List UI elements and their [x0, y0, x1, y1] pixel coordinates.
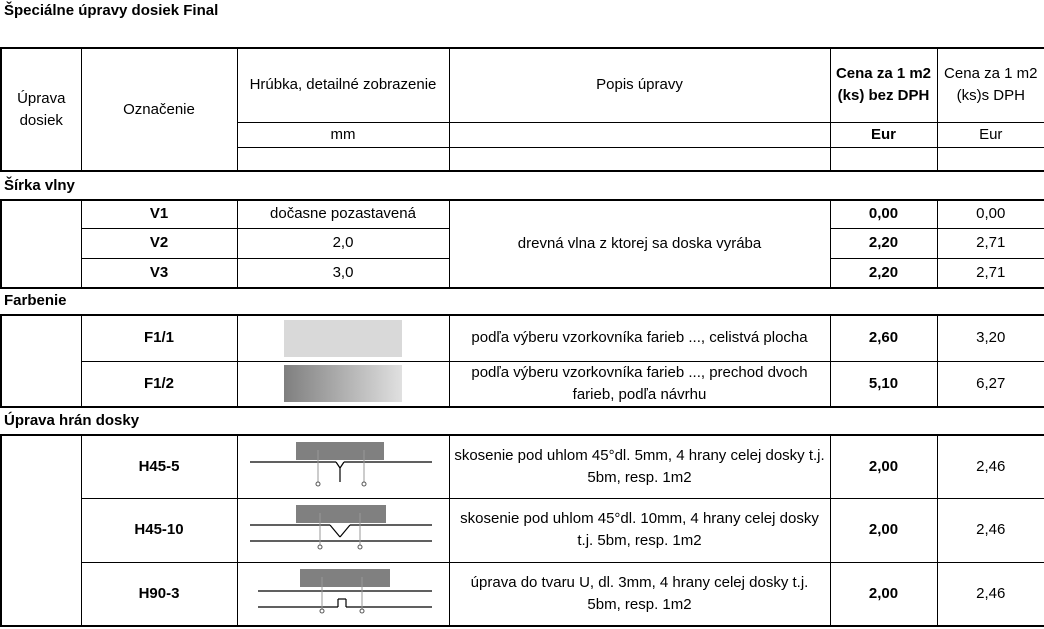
row-description: podľa výberu vzorkovníka farieb ..., celistvá plocha — [449, 315, 830, 361]
row-price: 0,00 — [830, 200, 937, 228]
header-unit-empty — [449, 122, 830, 147]
header-popis: Popis úpravy — [449, 48, 830, 122]
header-hrubka: Hrúbka, detailné zobrazenie — [237, 48, 449, 122]
header-cena-bez-dph: Cena za 1 m2 (ks) bez DPH — [830, 48, 937, 122]
row-price-vat: 6,27 — [937, 361, 1044, 407]
row-price-vat: 2,46 — [937, 498, 1044, 562]
row-description: podľa výberu vzorkovníka farieb ..., prechod dvoch farieb, podľa návrhu — [449, 361, 830, 407]
row-price-vat: 3,20 — [937, 315, 1044, 361]
gray-gradient-swatch — [284, 365, 402, 402]
header-unit-eur-s: Eur — [937, 122, 1044, 147]
header-unit-mm: mm — [237, 122, 449, 147]
section-title-uprava-hran: Úprava hrán dosky — [4, 412, 140, 429]
row-diagram-cell — [237, 435, 449, 498]
row-price: 2,60 — [830, 315, 937, 361]
row-code: H45-5 — [81, 435, 237, 498]
uprava-hran-table — [0, 434, 1044, 627]
row-description: skosenie pod uhlom 45°dl. 5mm, 4 hrany celej dosky t.j. 5bm, resp. 1m2 — [449, 435, 830, 498]
row-thickness: dočasne pozastavená — [237, 200, 449, 228]
header-oznacenie: Označenie — [81, 48, 237, 171]
row-price-vat: 2,71 — [937, 258, 1044, 288]
row-code: V1 — [81, 200, 237, 228]
row-price-vat: 2,71 — [937, 228, 1044, 258]
hrany-category-cell — [1, 435, 81, 626]
row-description: úprava do tvaru U, dl. 3mm, 4 hrany celej dosky t.j. 5bm, resp. 1m2 — [449, 562, 830, 626]
header-blank — [830, 147, 937, 171]
row-description: skosenie pod uhlom 45°dl. 10mm, 4 hrany celej dosky t.j. 5bm, resp. 1m2 — [449, 498, 830, 562]
row-code: V3 — [81, 258, 237, 288]
row-code: V2 — [81, 228, 237, 258]
row-price: 2,20 — [830, 228, 937, 258]
row-swatch-cell — [237, 315, 449, 361]
row-swatch-cell — [237, 361, 449, 407]
row-code: F1/2 — [81, 361, 237, 407]
row-price: 2,00 — [830, 498, 937, 562]
farbenie-category-cell — [1, 315, 81, 407]
sirka-vlny-table — [0, 199, 1044, 289]
solid-gray-swatch — [284, 320, 402, 357]
bevel-45-5-icon — [248, 442, 438, 492]
sirka-category-cell — [1, 200, 81, 288]
bevel-45-10-icon — [248, 505, 438, 555]
row-price-vat: 0,00 — [937, 200, 1044, 228]
row-code: H90-3 — [81, 562, 237, 626]
row-thickness: 2,0 — [237, 228, 449, 258]
header-blank — [237, 147, 449, 171]
section-title-farbenie: Farbenie — [4, 292, 67, 309]
row-diagram-cell — [237, 498, 449, 562]
header-table — [0, 47, 1044, 172]
row-price: 2,00 — [830, 562, 937, 626]
row-price: 2,00 — [830, 435, 937, 498]
row-code: H45-10 — [81, 498, 237, 562]
row-code: F1/1 — [81, 315, 237, 361]
row-thickness: 3,0 — [237, 258, 449, 288]
farbenie-table — [0, 314, 1044, 408]
row-price: 2,20 — [830, 258, 937, 288]
row-price-vat: 2,46 — [937, 562, 1044, 626]
header-cena-s-dph: Cena za 1 m2 (ks)s DPH — [937, 48, 1044, 122]
page-title: Špeciálne úpravy dosiek Final — [4, 2, 219, 19]
sirka-description: drevná vlna z ktorej sa doska vyrába — [449, 200, 830, 288]
header-blank — [449, 147, 830, 171]
row-price-vat: 2,46 — [937, 435, 1044, 498]
header-uprava-dosiek: Úprava dosiek — [1, 48, 81, 171]
header-blank — [937, 147, 1044, 171]
row-diagram-cell — [237, 562, 449, 626]
u-groove-icon — [248, 569, 438, 619]
header-unit-eur-bez: Eur — [830, 122, 937, 147]
row-price: 5,10 — [830, 361, 937, 407]
section-title-sirka-vlny: Šírka vlny — [4, 177, 75, 194]
